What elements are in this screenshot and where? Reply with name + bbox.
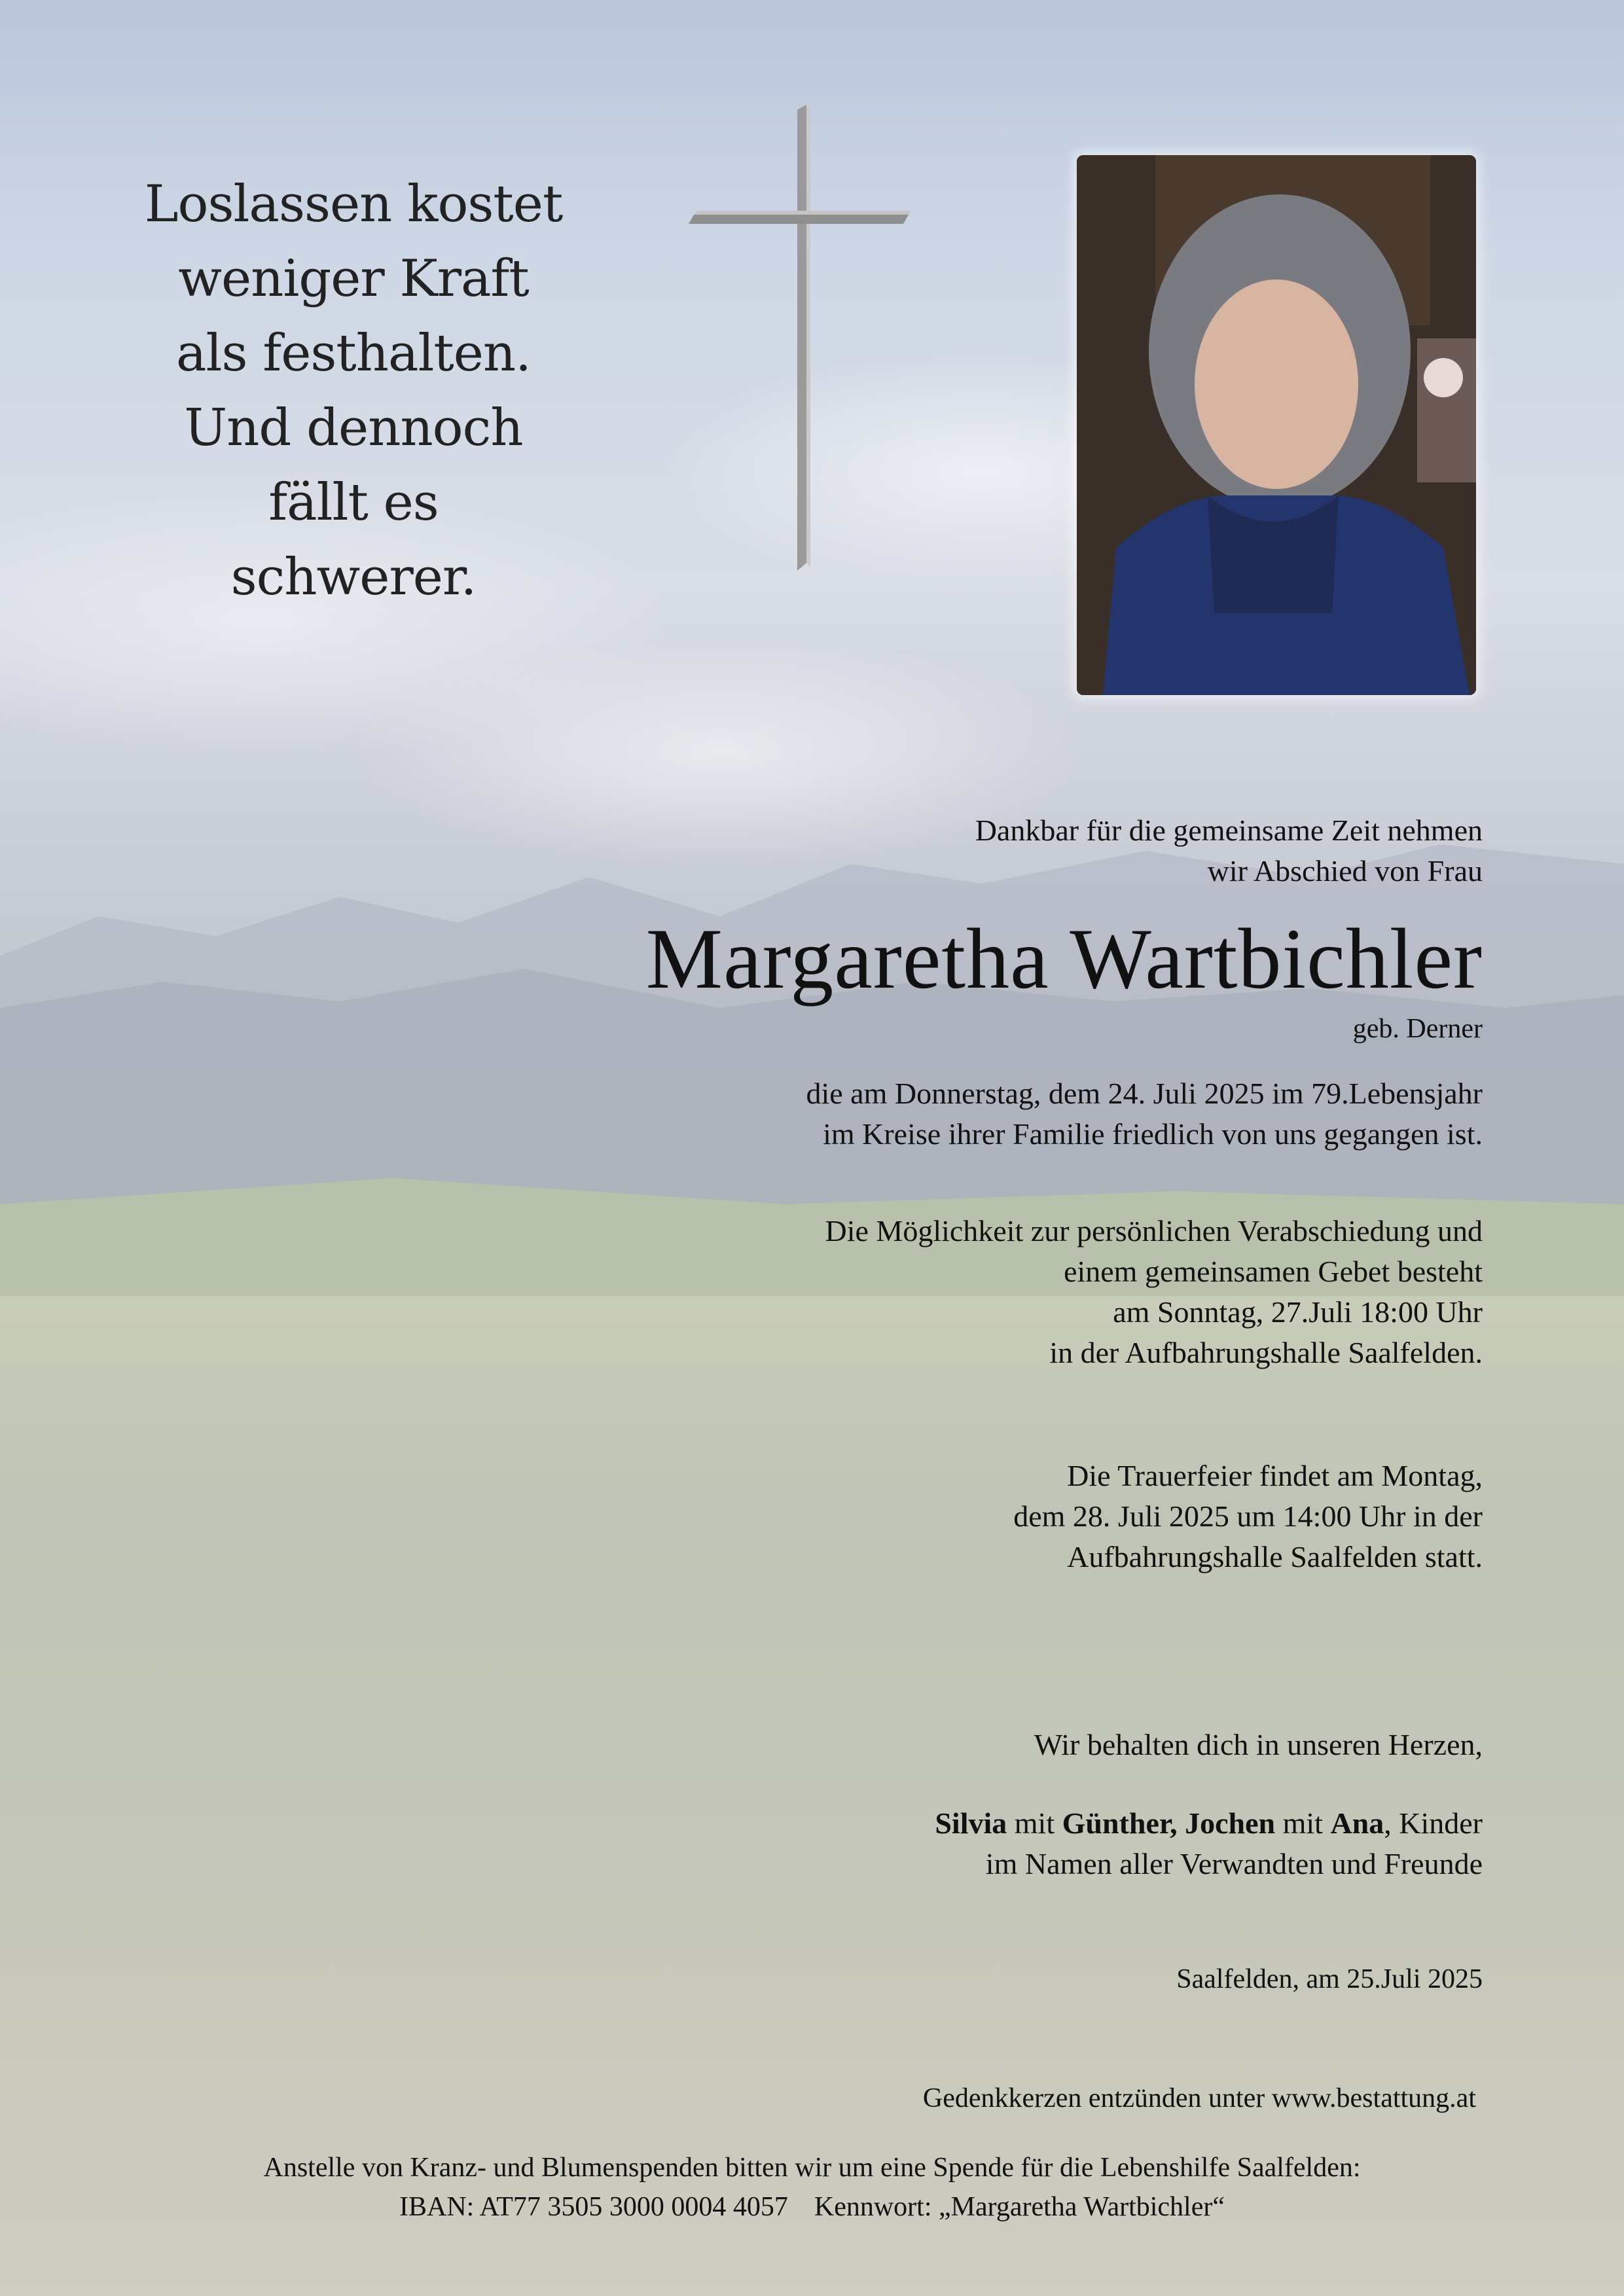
donation-keyword: Kennwort: „Margaretha Wartbichler“ bbox=[814, 2192, 1225, 2222]
funeral-info bbox=[1013, 1456, 1483, 1577]
quote-line: fällt es bbox=[268, 473, 439, 532]
family-name: Silvia bbox=[935, 1806, 1007, 1840]
family-line-2: im Namen aller Verwandten und Freunde bbox=[985, 1847, 1483, 1880]
family-connector: mit bbox=[1007, 1806, 1062, 1840]
farewell-info bbox=[825, 1211, 1483, 1373]
quote-line: weniger Kraft bbox=[178, 249, 529, 308]
candles-link-text: Gedenkkerzen entzünden unter www.bestattung.at bbox=[922, 2083, 1476, 2113]
quote-line: als festhalten. bbox=[176, 324, 531, 383]
funeral-line-2: dem 28. Juli 2025 um 14:00 Uhr in der bbox=[1013, 1499, 1483, 1533]
funeral-line-1: Die Trauerfeier findet am Montag, bbox=[1067, 1459, 1483, 1492]
family-line-1 bbox=[935, 1803, 1483, 1844]
family-connector: mit bbox=[1275, 1806, 1331, 1840]
quote-line: schwerer. bbox=[230, 548, 477, 607]
funeral-line-3: Aufbahrungshalle Saalfelden statt. bbox=[1067, 1540, 1483, 1573]
intro-text bbox=[975, 810, 1483, 891]
closing-line: Wir behalten dich in unseren Herzen, bbox=[1034, 1728, 1483, 1761]
family-signature bbox=[935, 1803, 1483, 1884]
donation-account bbox=[0, 2188, 1624, 2226]
farewell-line-1: Die Möglichkeit zur persönlichen Verabschiedung und bbox=[825, 1214, 1483, 1247]
portrait-illustration bbox=[1077, 155, 1476, 695]
intro-line-1: Dankbar für die gemeinsame Zeit nehmen bbox=[975, 814, 1483, 847]
death-notice-line-2: im Kreise ihrer Familie friedlich von uns gegangen ist. bbox=[823, 1117, 1483, 1151]
cross-icon bbox=[687, 105, 910, 576]
deceased-name: Margaretha Wartbichler bbox=[645, 910, 1483, 1007]
quote-line: Loslassen kostet bbox=[144, 175, 563, 234]
donation-request: Anstelle von Kranz- und Blumenspenden bitten wir um eine Spende für die Lebenshilfe Saalfelden: bbox=[263, 2153, 1361, 2183]
birth-name: geb. Derner bbox=[1352, 1014, 1483, 1044]
memorial-quote bbox=[105, 167, 602, 615]
family-suffix: , Kinder bbox=[1384, 1806, 1483, 1840]
portrait-photo bbox=[1077, 155, 1476, 695]
family-name: Ana bbox=[1330, 1806, 1384, 1840]
iban: IBAN: AT77 3505 3000 0004 4057 bbox=[399, 2192, 788, 2222]
death-notice-line-1: die am Donnerstag, dem 24. Juli 2025 im 79.Lebensjahr bbox=[806, 1077, 1483, 1110]
farewell-line-2: einem gemeinsamen Gebet besteht bbox=[1064, 1255, 1483, 1288]
death-notice bbox=[806, 1073, 1483, 1155]
place-date: Saalfelden, am 25.Juli 2025 bbox=[1176, 1964, 1483, 1994]
farewell-line-4: in der Aufbahrungshalle Saalfelden. bbox=[1049, 1336, 1483, 1369]
quote-line: Und dennoch bbox=[184, 399, 523, 457]
family-name: Günther, Jochen bbox=[1062, 1806, 1276, 1840]
intro-line-2: wir Abschied von Frau bbox=[1207, 854, 1483, 888]
farewell-line-3: am Sonntag, 27.Juli 18:00 Uhr bbox=[1113, 1295, 1483, 1329]
